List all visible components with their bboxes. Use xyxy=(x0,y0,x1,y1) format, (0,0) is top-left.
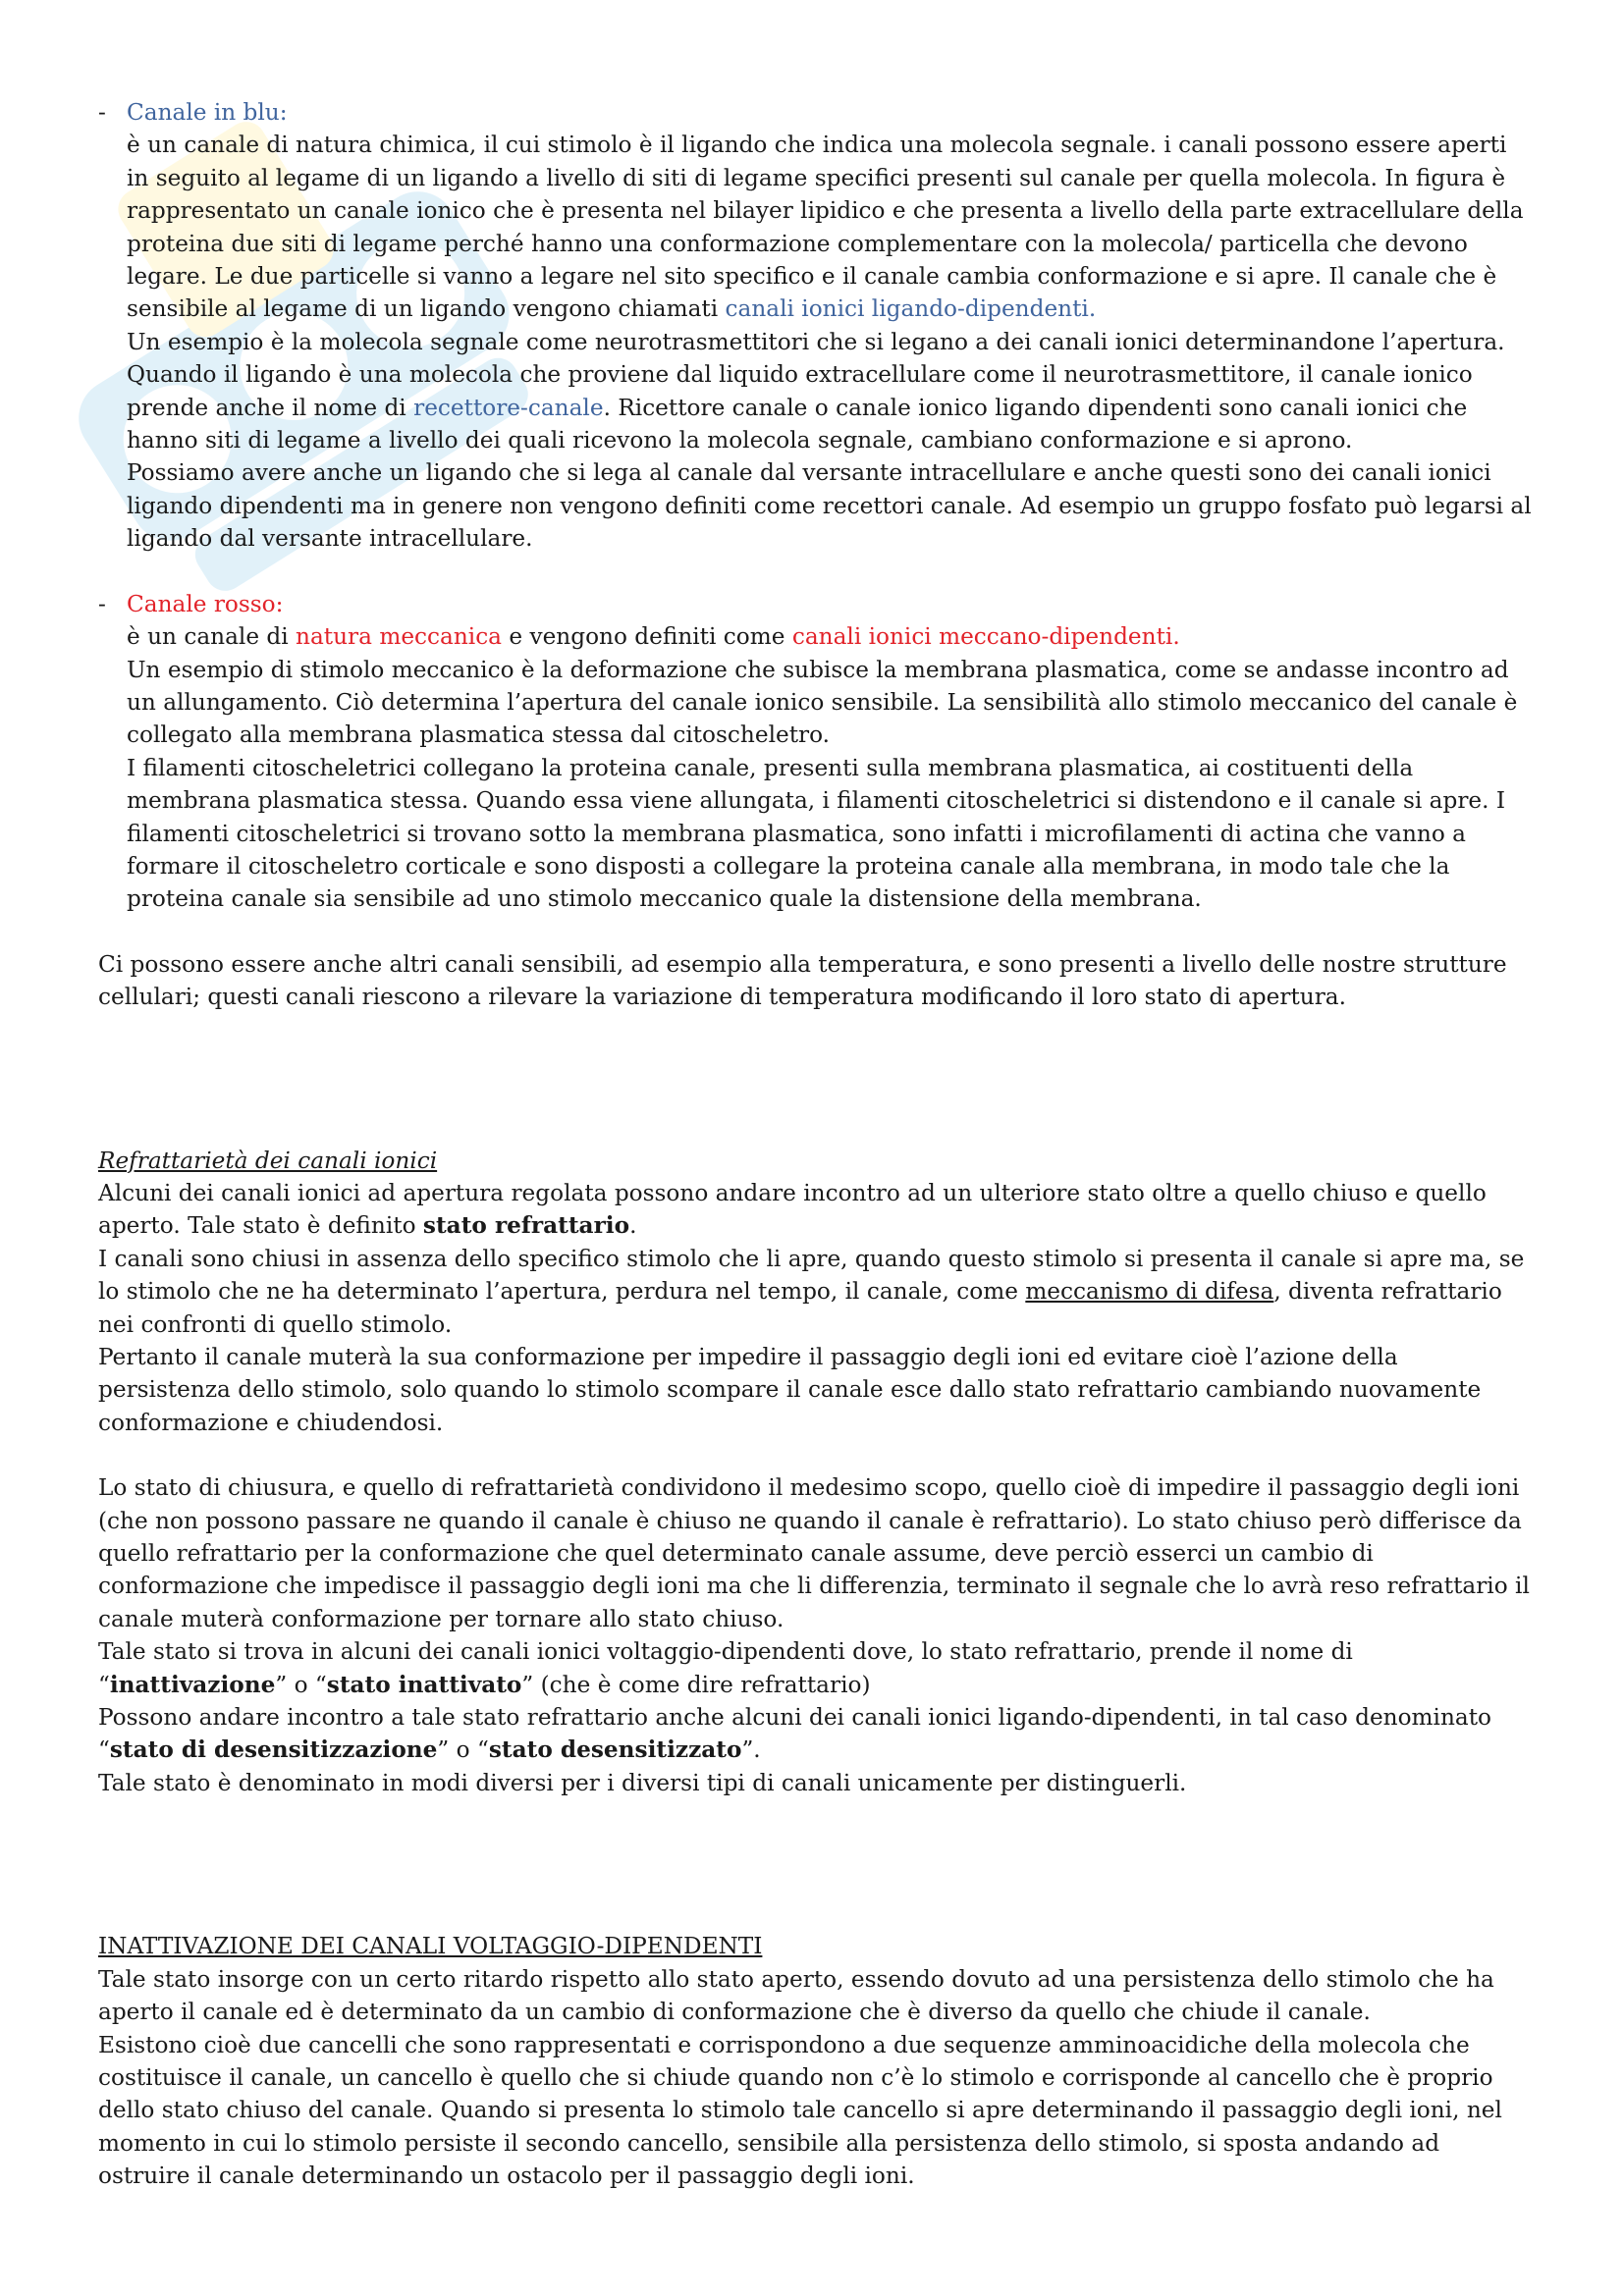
refrattarieta-paragraph-4: Lo stato di chiusura, e quello di refrattarietà condividono il medesimo scopo, quello cioè di impedire il passaggio degli ioni (che non possono passare ne quando il canale è chiuso ne quando il canale è refrattario). Lo stato chiuso però differisce da quello refrattario per la conformazione che quel determinato canale assume, deve perciò esserci un cambio di conformazione che impedisce il passaggio degli ioni ma che li differenzia, terminato il segnale che lo avrà reso refrattario il canale muterà conformazione per tornare allo stato chiuso. xyxy=(98,1474,1530,1632)
rosso-paragraph-2: Un esempio di stimolo meccanico è la deformazione che subisce la membrana plasmatica, come se andasse incontro ad un allungamento. Ciò determina l’apertura del canale ionico sensibile. La sensibilità allo stimolo meccanico del canale è collegato alla membrana plasmatica stessa dal citoscheletro. xyxy=(127,656,1518,749)
term-ligando-dipendenti: canali ionici ligando-dipendenti. xyxy=(725,295,1097,323)
blu-paragraph-2: Un esempio è la molecola segnale come neurotrasmettitori che si legano a dei canali ionici determinandone l’apertura. xyxy=(127,328,1505,355)
term-meccano-dipendenti: canali ionici meccano-dipendenti. xyxy=(791,623,1180,651)
term-recettore-canale: recettore-canale xyxy=(413,394,604,421)
rosso-paragraph-1: è un canale di natura meccanica e vengono definiti come canali ionici meccano-dipendenti. xyxy=(127,623,1180,651)
refrattarieta-paragraph-5: Tale stato si trova in alcuni dei canali ionici voltaggio-dipendenti dove, lo stato refrattario, prende il nome di “inattivazione” o “stato inattivato” (che è come dire refrattario) xyxy=(98,1638,1353,1698)
refrattarieta-paragraph-6: Possono andare incontro a tale stato refrattario anche alcuni dei canali ionici ligando-dipendenti, in tal caso denominato “stato di desensitizzazione” o “stato desensitizzato”. xyxy=(98,1704,1491,1764)
rosso-paragraph-3: I filamenti citoscheletrici collegano la proteina canale, presenti sulla membrana plasmatica, ai costituenti della membrana plasmatica stessa. Quando essa viene allungata, i filamenti citoscheletrici si distendono e il canale si apre. I filamenti citoscheletrici si trovano sotto la membrana plasmatica, sono infatti i microfilamenti di actina che vanno a formare il citoscheletro corticale e sono disposti a collegare la proteina canale alla membrana, in modo tale che la proteina canale sia sensibile ad uno stimolo meccanico quale la distensione della membrana. xyxy=(127,754,1506,913)
refrattarieta-paragraph-7: Tale stato è denominato in modi diversi per i diversi tipi di canali unicamente per distinguerli. xyxy=(98,1769,1187,1796)
term-natura-meccanica: natura meccanica xyxy=(296,623,503,651)
rosso-title: Canale rosso: xyxy=(127,590,284,617)
blu-paragraph-4: Possiamo avere anche un ligando che si lega al canale dal versante intracellulare e anche questi sono dei canali ionici ligando dipendenti ma in genere non vengono definiti come recettori canale. Ad esempio un gruppo fosfato può legarsi al ligando dal versante intracellulare. xyxy=(127,459,1532,553)
term-stato-di-desensitizzazione: stato di desensitizzazione xyxy=(109,1736,438,1764)
list-dash: - xyxy=(98,590,106,617)
document-body xyxy=(98,96,1532,2193)
refrattarieta-paragraph-3: Pertanto il canale muterà la sua conformazione per impedire il passaggio degli ioni ed evitare cioè l’azione della persistenza dello stimolo, solo quando lo stimolo scompare il canale esce dallo stato refrattario cambiando nuovamente conformazione e chiudendosi. xyxy=(98,1344,1482,1436)
term-meccanismo-di-difesa: meccanismo di difesa xyxy=(1025,1278,1274,1306)
refrattarieta-heading: Refrattarietà dei canali ionici xyxy=(98,1147,438,1174)
list-item-canale-blu xyxy=(98,96,1532,556)
inattivazione-heading: INATTIVAZIONE DEI CANALI VOLTAGGIO-DIPENDENTI xyxy=(98,1933,763,1960)
blu-paragraph-3: Quando il ligando è una molecola che proviene dal liquido extracellulare come il neurotrasmettitore, il canale ionico prende anche il nome di recettore-canale. Ricettore canale o canale ionico ligando dipendenti sono canali ionici che hanno siti di legame a livello dei quali ricevono la molecola segnale, cambiano conformazione e si aprono. xyxy=(127,361,1473,454)
refrattarieta-paragraph-1: Alcuni dei canali ionici ad apertura regolata possono andare incontro ad un ulteriore stato oltre a quello chiuso e quello aperto. Tale stato è definito stato refrattario. xyxy=(98,1179,1487,1240)
refrattarieta-paragraph-2: I canali sono chiusi in assenza dello specifico stimolo che li apre, quando questo stimolo si presenta il canale si apre ma, se lo stimolo che ne ha determinato l’apertura, perdura nel tempo, il canale, come meccanismo di difesa, diventa refrattario nei confronti di quello stimolo. xyxy=(98,1245,1525,1338)
list-dash: - xyxy=(98,99,106,126)
inattivazione-paragraph-2: Esistono cioè due cancelli che sono rappresentati e corrispondono a due sequenze amminoacidiche della molecola che costituisce il canale, un cancello è quello che si chiude quando non c’è lo stimolo e corrisponde al cancello che è proprio dello stato chiuso del canale. Quando si presenta lo stimolo tale cancello si apre determinando il passaggio degli ioni, nel momento in cui lo stimolo persiste il secondo cancello, sensibile alla persistenza dello stimolo, si sposta andando ad ostruire il canale determinando un ostacolo per il passaggio degli ioni. xyxy=(98,2031,1502,2190)
term-stato-inattivato: stato inattivato xyxy=(326,1671,522,1698)
list-item-canale-rosso xyxy=(98,588,1532,916)
term-stato-refrattario: stato refrattario xyxy=(422,1212,630,1240)
blu-title: Canale in blu: xyxy=(127,99,288,126)
term-inattivazione: inattivazione xyxy=(109,1671,276,1698)
blu-paragraph-1: è un canale di natura chimica, il cui stimolo è il ligando che indica una molecola segnale. i canali possono essere aperti in seguito al legame di un ligando a livello di siti di legame specifici presenti sul canale per quella molecola. In figura è rappresentato un canale ionico che è presenta nel bilayer lipidico e che presenta a livello della parte extracellulare della proteina due siti di legame perché hanno una conformazione complementare con la molecola/ particella che devono legare. Le due particelle si vanno a legare nel sito specifico e il canale cambia conformazione e si apre. Il canale che è sensibile al legame di un ligando vengono chiamati canali ionici ligando-dipendenti. xyxy=(127,132,1524,323)
term-stato-desensitizzato: stato desensitizzato xyxy=(488,1736,742,1764)
inattivazione-paragraph-1: Tale stato insorge con un certo ritardo rispetto allo stato aperto, essendo dovuto ad una persistenza dello stimolo che ha aperto il canale ed è determinato da un cambio di conformazione che è diverso da quello che chiude il canale. xyxy=(98,1965,1494,2026)
altri-canali-paragraph: Ci possono essere anche altri canali sensibili, ad esempio alla temperatura, e sono presenti a livello delle nostre strutture cellulari; questi canali riescono a rilevare la variazione di temperatura modificando il loro stato di apertura. xyxy=(98,950,1507,1011)
